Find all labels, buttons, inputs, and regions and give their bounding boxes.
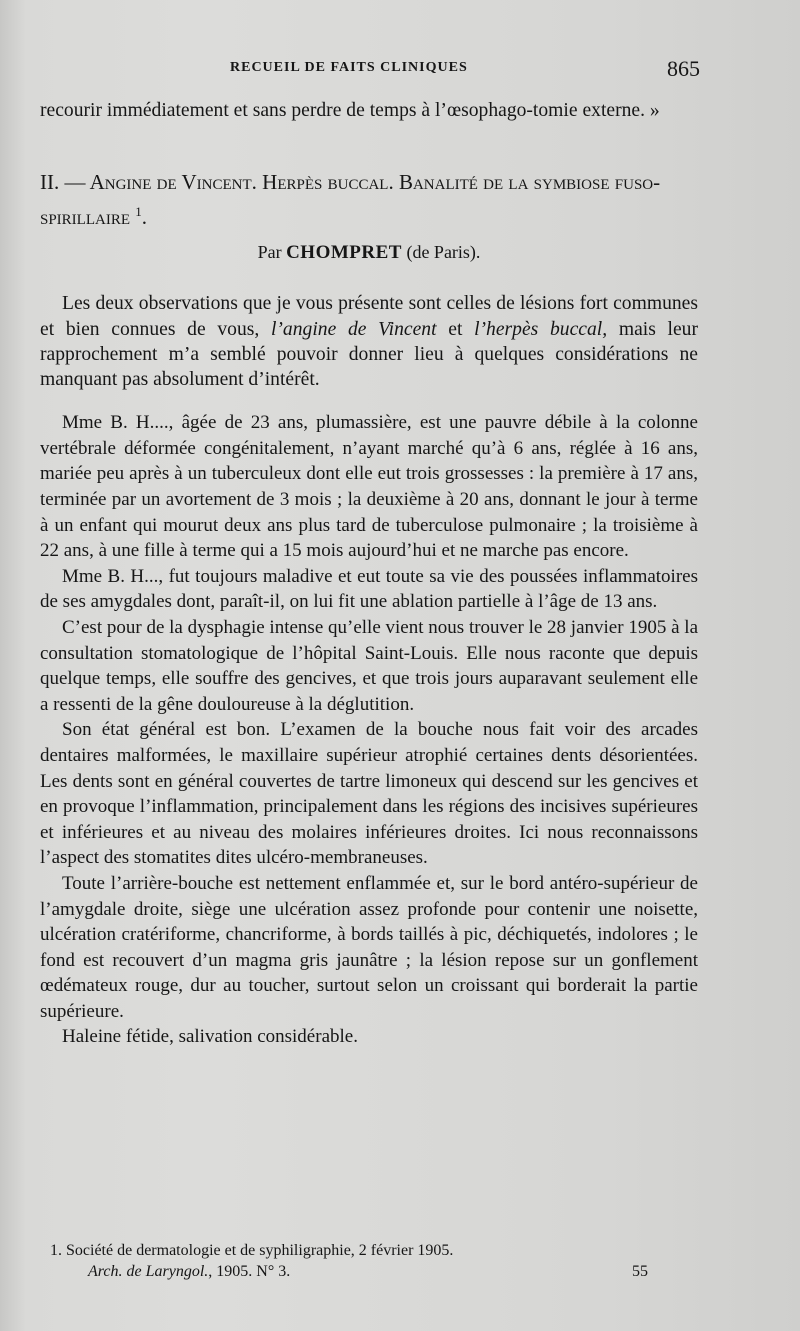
carryover-paragraph: recourir immédiatement et sans perdre de temps à l’œsophago-tomie externe. » (40, 100, 660, 121)
footnote: 1. Société de dermatologie et de syphiligraphie, 2 février 1905. (50, 1242, 454, 1259)
observation-paragraph-6: Haleine fétide, salivation considérable. (62, 1026, 358, 1048)
intro-paragraph (40, 291, 698, 392)
observation-paragraph-2: Mme B. H..., fut toujours maladive et eut toute sa vie des poussées inflammatoires de ses amygdales dont, paraît-il, on lui fit une ablation partielle à l’âge de 13 ans. (40, 565, 698, 613)
author-suffix: (de Paris). (406, 242, 481, 263)
section-title-text: II. — Angine de Vincent. Herpès buccal. Banalité de la symbiose fuso-spirillaire (40, 170, 661, 230)
observation-paragraph-1: Mme B. H...., âgée de 23 ans, plumassière, est une pauvre débile à la colonne vertébrale déformée congénitalement, n’ayant marché qu’à 6 ans, réglée à 16 ans, mariée peu après à un tuberculeux dont elle eut trois grossesses : la première à 17 ans, terminée par un avortement de 3 mois ; la deuxième à 20 ans, donnant le jour à terme à un enfant qui mourut deux ans plus tard de tuberculose pulmonaire ; la troisième à 22 ans, à une fille à terme qui a 15 mois aujourd’hui et ne marche pas encore. (40, 412, 698, 562)
intro-emphasis-1: l’angine de Vincent (270, 318, 437, 340)
author-prefix: Par (257, 242, 282, 263)
observation-paragraph-3: C’est pour de la dysphagie intense qu’elle vient nous trouver le 28 janvier 1905 à la consultation stomatologique de l’hôpital Saint-Louis. Elle nous raconte que depuis quelque temps, elle souffre des gencives, et que trois jours auparavant seulement elle a ressenti de la gêne douloureuse à la déglutition. (40, 616, 698, 715)
running-title: RECUEIL DE FAITS CLINIQUES (230, 60, 468, 75)
signature-mark: 55 (632, 1263, 648, 1280)
intro-text-2: et (448, 318, 463, 340)
journal-name: Arch. de Laryngol. (88, 1263, 209, 1280)
journal-issue: , 1905. N° 3. (208, 1263, 291, 1280)
observation-paragraph-5: Toute l’arrière-bouche est nettement enflammée et, sur le bord antéro-supérieur de l’amygdale droite, siège une ulcération assez profonde pour contenir une noisette, ulcération cratériforme, chancriforme, à bords taillés à pic, déchiquetés, indolores ; le fond est recouvert d’un magma gris jaunâtre ; la lésion repose sur un gonflement œdémateux rouge, dur au toucher, surtout selon un croissant qui borderait la partie supérieure. (40, 872, 698, 1022)
author-name: CHOMPRET (286, 242, 402, 264)
footnote-reference: 1 (135, 204, 142, 220)
intro-emphasis-2: l’herpès buccal, (474, 318, 608, 340)
intro-text-1: Les deux observations que je vous présente sont celles de lésions fort communes et bien connues de vous, (40, 293, 698, 340)
page-footer (88, 1263, 648, 1281)
body-text (40, 98, 698, 1050)
page-number: 865 (667, 56, 700, 81)
observation-paragraph-4: Son état général est bon. L’examen de la bouche nous fait voir des arcades dentaires malformées, le maxillaire supérieur atrophié certaines dents désorientées. Les dents sont en général couvertes de tartre limoneux qui descend sur les gencives et en provoque l’inflammation, principalement dans les régions des incisives supérieures et inférieures et au niveau des molaires inférieures droites. Ici nous reconnaissons l’aspect des stomatites dites ulcéro-membraneuses. (40, 719, 698, 869)
author-line (40, 240, 698, 265)
section-title: II. — Angine de Vincent. Herpès buccal. Banalité de la symbiose fuso-spirillaire $^1$. (40, 170, 661, 230)
intro-text-3: mais leur rapprochement m’a semblé pouvoir donner lieu à quelques considérations ne manquant pas absolument d’intérêt. (40, 318, 698, 391)
page-header (40, 56, 700, 86)
